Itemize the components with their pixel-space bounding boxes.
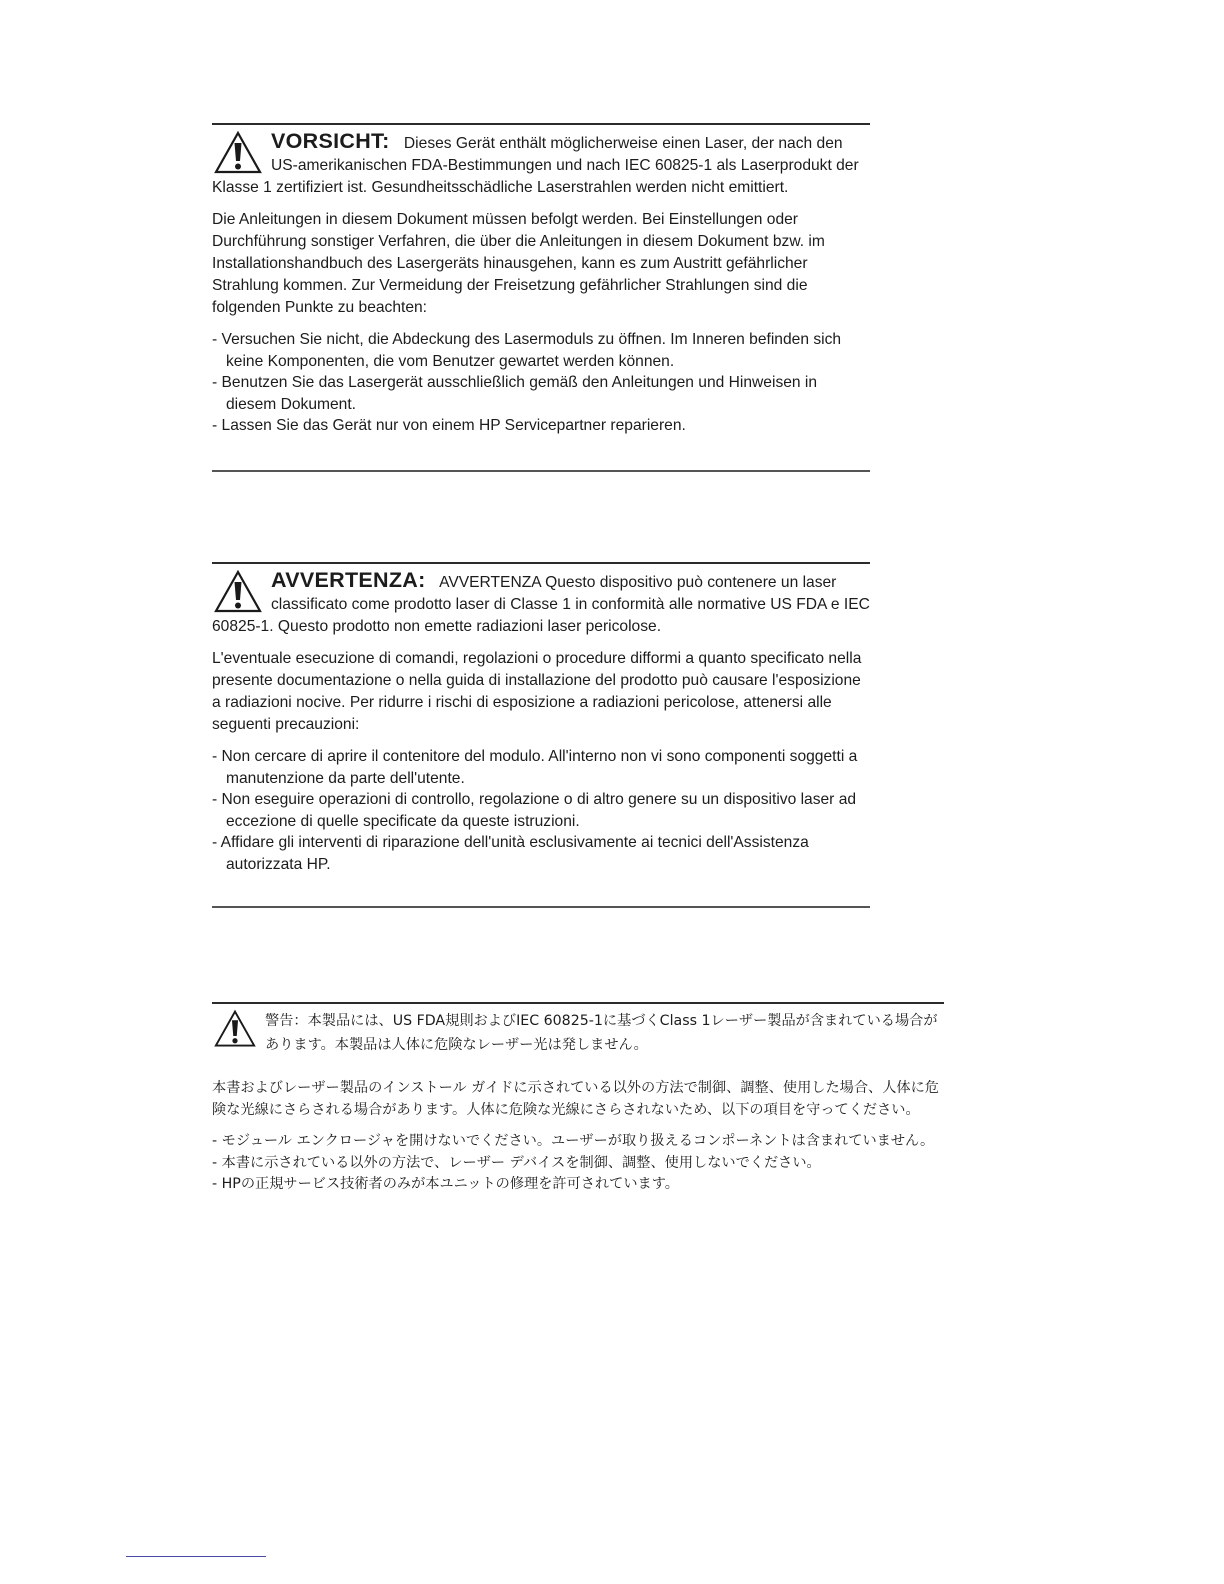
warning-header xyxy=(212,564,870,638)
warning-paragraph: Die Anleitungen in diesem Dokument müssen befolgt werden. Bei Einstellungen oder Durchführung sonstiger Verfahren, die über die Anleitungen in diesem Dokument bzw. im Installationshandbuch des Lasergeräts hinausgehen, kann es zum Austritt gefährlicher Strahlung kommen. Zur Vermeidung der Freisetzung gefährlicher Strahlungen sind die folgenden Punkte zu beachten: xyxy=(212,211,825,316)
list-item: - Non eseguire operazioni di controllo, regolazione o di altro genere su un dispositivo laser ad eccezione di quelle specificate da queste istruzioni. xyxy=(212,791,857,830)
warning-intro: 警告：本製品には、US FDA規則およびIEC 60825-1に基づくClass 1レーザー製品が含まれている場合があります。本製品は人体に危険なレーザー光は発しません。 xyxy=(265,1013,938,1053)
precaution-list xyxy=(212,1131,944,1196)
warning-paragraph: 本書およびレーザー製品のインストール ガイドに示されている以外の方法で制御、調整、使用した場合、人体に危険な光線にさらされる場合があります。人体に危険な光線にさらされないため、以下の項目を守ってください。 xyxy=(212,1080,939,1118)
warning-intro: Dieses Gerät enthält möglicherweise einen Laser, der nach den US-amerikanischen FDA-Bestimmungen und nach IEC 60825-1 als Laserprodukt der Klasse 1 zertifiziert ist. Gesundheitsschädliche Laserstrahlen werden nicht emittiert. xyxy=(212,135,859,196)
footnote-separator xyxy=(126,1556,266,1557)
warning-triangle-icon xyxy=(213,130,263,176)
laser-warning-japanese xyxy=(212,1002,944,1266)
list-item: - HPの正規サービス技術者のみが本ユニットの修理を許可されています。 xyxy=(212,1176,679,1192)
warning-paragraph: L'eventuale esecuzione di comandi, regolazioni o procedure difformi a quanto specificato nella presente documentazione o nella guida di installazione del prodotto può causare l'esposizione a radiazioni nocive. Per ridurre i rischi di esposizione a radiazioni pericolose, attenersi alle seguenti precauzioni: xyxy=(212,650,862,733)
warning-label: VORSICHT: xyxy=(271,129,390,153)
laser-warning-german xyxy=(212,123,870,472)
list-item: - Benutzen Sie das Lasergerät ausschließlich gemäß den Anleitungen und Hinweisen in diesem Dokument. xyxy=(212,374,818,413)
list-item: - Affidare gli interventi di riparazione dell'unità esclusivamente ai tecnici dell'Assistenza autorizzata HP. xyxy=(212,834,809,873)
warning-intro: AVVERTENZA Questo dispositivo può contenere un laser classificato come prodotto laser di Classe 1 in conformità alle normative US FDA e IEC 60825-1. Questo prodotto non emette radiazioni laser pericolose. xyxy=(212,574,870,635)
laser-warning-italian xyxy=(212,562,870,908)
precaution-list xyxy=(212,746,870,875)
warning-label: AVVERTENZA: xyxy=(271,568,426,592)
warning-header xyxy=(212,1004,944,1057)
list-item: - Non cercare di aprire il contenitore del modulo. All'interno non vi sono componenti soggetti a manutenzione da parte dell'utente. xyxy=(212,748,858,787)
warning-header xyxy=(212,125,870,199)
warning-triangle-icon xyxy=(213,1009,257,1049)
warning-triangle-icon xyxy=(213,569,263,615)
list-item: - Lassen Sie das Gerät nur von einem HP Servicepartner reparieren. xyxy=(212,417,686,434)
list-item: - Versuchen Sie nicht, die Abdeckung des Lasermoduls zu öffnen. Im Inneren befinden sich keine Komponenten, die vom Benutzer gewartet werden können. xyxy=(212,331,842,370)
list-item: - モジュール エンクロージャを開けないでください。ユーザーが取り扱えるコンポーネントは含まれていません。 xyxy=(212,1133,935,1149)
precaution-list xyxy=(212,329,870,437)
list-item: - 本書に示されている以外の方法で、レーザー デバイスを制御、調整、使用しないでください。 xyxy=(212,1154,821,1171)
